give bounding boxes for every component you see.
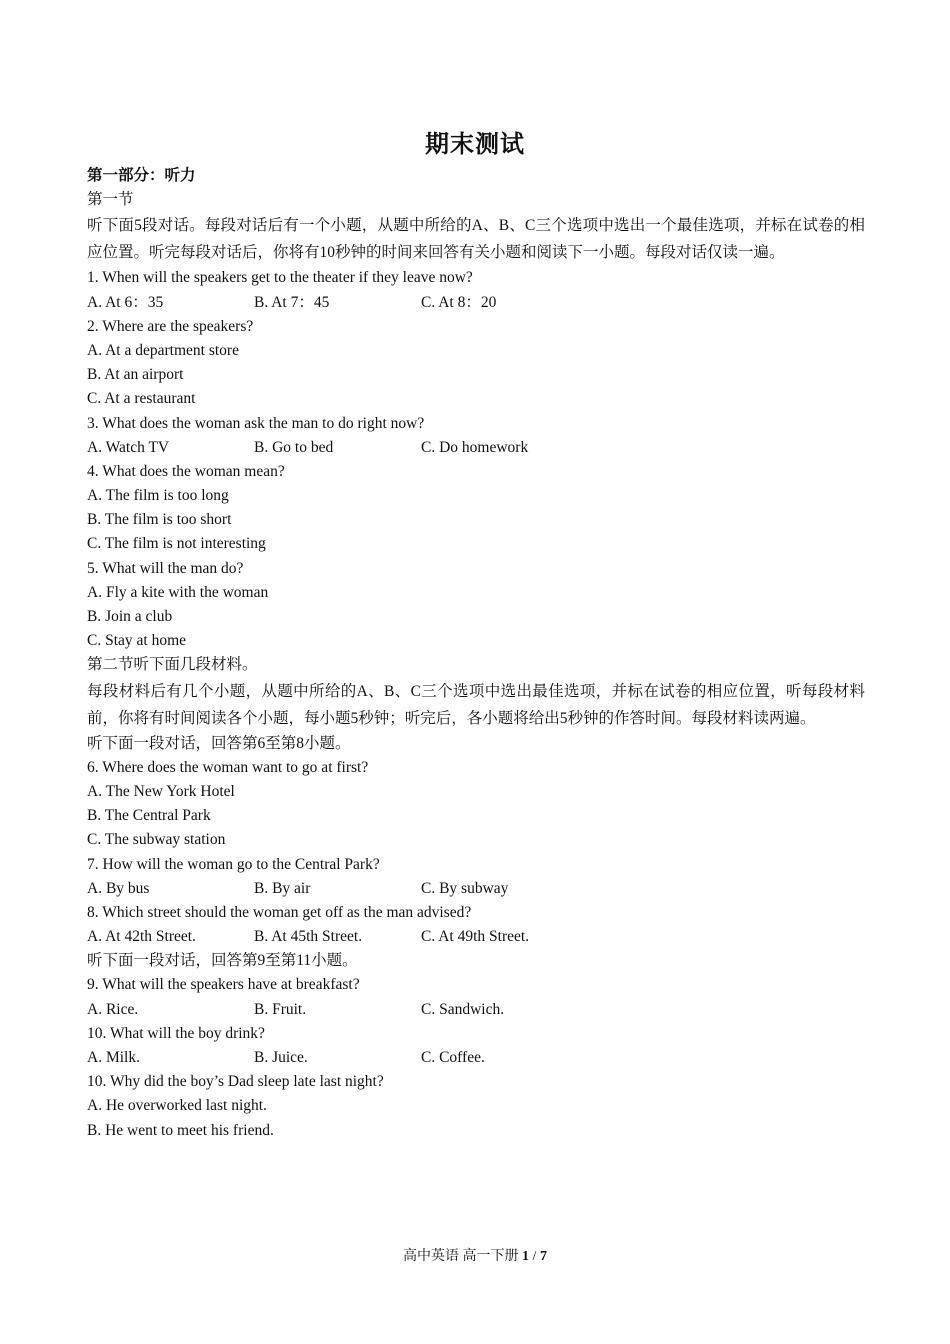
section-instructions: 听下面5段对话。每段对话后有一个小题，从题中所给的A、B、C三个选项中选出一个最佳选项，并标在试卷的相应位置。听完每段对话后，你将有10秒钟的时间来回答有关小题和阅读下一小题。每段对话仅读一遍。 [87, 217, 865, 262]
dialog-intro: 听下面一段对话，回答第9至第11小题。 [87, 952, 358, 970]
question-1-options [87, 291, 865, 315]
question-1: 1. When will the speakers get to the theater if they leave now? [87, 269, 473, 287]
section-heading: 第二节听下面几段材料。 [87, 656, 258, 674]
option-c: C. At 49th Street. [421, 928, 530, 946]
option-b: B. At 7：45 [254, 293, 330, 311]
footer-subject: 高中英语 高一下册 [403, 1249, 519, 1264]
option-a: A. He overworked last night. [87, 1097, 267, 1115]
option-a: A. Milk. [87, 1049, 140, 1066]
option-b: B. Go to bed [254, 438, 334, 456]
option-a: A. By bus [87, 879, 150, 897]
question-8-options [87, 925, 865, 949]
exam-content [87, 164, 865, 1143]
option-b: B. The film is too short [87, 511, 232, 529]
question-3: 3. What does the woman ask the man to do right now? [87, 414, 425, 432]
question-2: 2. Where are the speakers? [87, 317, 254, 335]
dialog-intro: 听下面一段对话，回答第6至第8小题。 [87, 734, 351, 752]
question-11: 10. Why did the boy’s Dad sleep late last night? [87, 1073, 384, 1091]
option-c: C. The subway station [87, 831, 226, 849]
question-3-options [87, 436, 865, 460]
option-a: A. At 6：35 [87, 293, 164, 311]
question-4: 4. What does the woman mean? [87, 462, 285, 480]
section-heading: 第一节 [87, 191, 134, 209]
page-title: 期末测试 [425, 132, 525, 158]
option-a: A. At a department store [87, 341, 239, 359]
option-b: B. The Central Park [87, 807, 211, 825]
question-6: 6. Where does the woman want to go at first? [87, 758, 369, 776]
part-heading: 第一部分：听力 [87, 167, 196, 184]
option-a: A. The film is too long [87, 487, 229, 505]
footer-separator: / [529, 1249, 540, 1264]
footer-page-number: 1 [522, 1249, 530, 1264]
option-a: A. Rice. [87, 1000, 139, 1018]
option-c: C. By subway [421, 879, 509, 897]
option-c: C. Do homework [421, 438, 529, 456]
question-7-options [87, 877, 865, 901]
question-5: 5. What will the man do? [87, 559, 244, 577]
option-c: C. Coffee. [421, 1049, 485, 1066]
option-c: C. Sandwich. [421, 1000, 505, 1018]
option-a: A. At 42th Street. [87, 928, 196, 946]
option-c: C. Stay at home [87, 632, 187, 650]
section-instructions: 每段材料后有几个小题，从题中所给的A、B、C三个选项中选出最佳选项，并标在试卷的相应位置，听每段材料前，你将有时间阅读各个小题，每小题5秒钟；听完后，各小题将给出5秒钟的作答时间。每段材料读两遍。 [87, 682, 865, 727]
question-7: 7. How will the woman go to the Central Park? [87, 855, 380, 873]
page-footer [0, 1245, 950, 1265]
question-10: 10. What will the boy drink? [87, 1024, 265, 1042]
question-10-options [87, 1046, 865, 1070]
option-b: B. Fruit. [254, 1000, 307, 1018]
option-a: A. Fly a kite with the woman [87, 583, 269, 601]
option-b: B. By air [254, 879, 311, 897]
question-9: 9. What will the speakers have at breakfast? [87, 976, 360, 994]
option-a: A. The New York Hotel [87, 782, 235, 800]
option-b: B. He went to meet his friend. [87, 1121, 274, 1139]
footer-page-total: 7 [539, 1249, 547, 1264]
option-c: C. The film is not interesting [87, 535, 266, 553]
option-b: B. At an airport [87, 366, 184, 384]
question-9-options [87, 998, 865, 1022]
option-b: B. Juice. [254, 1049, 308, 1066]
option-c: C. At a restaurant [87, 390, 196, 408]
option-b: B. At 45th Street. [254, 928, 363, 946]
question-8: 8. Which street should the woman get off as the man advised? [87, 903, 472, 921]
option-a: A. Watch TV [87, 438, 170, 456]
option-b: B. Join a club [87, 608, 173, 625]
option-c: C. At 8：20 [421, 293, 497, 311]
